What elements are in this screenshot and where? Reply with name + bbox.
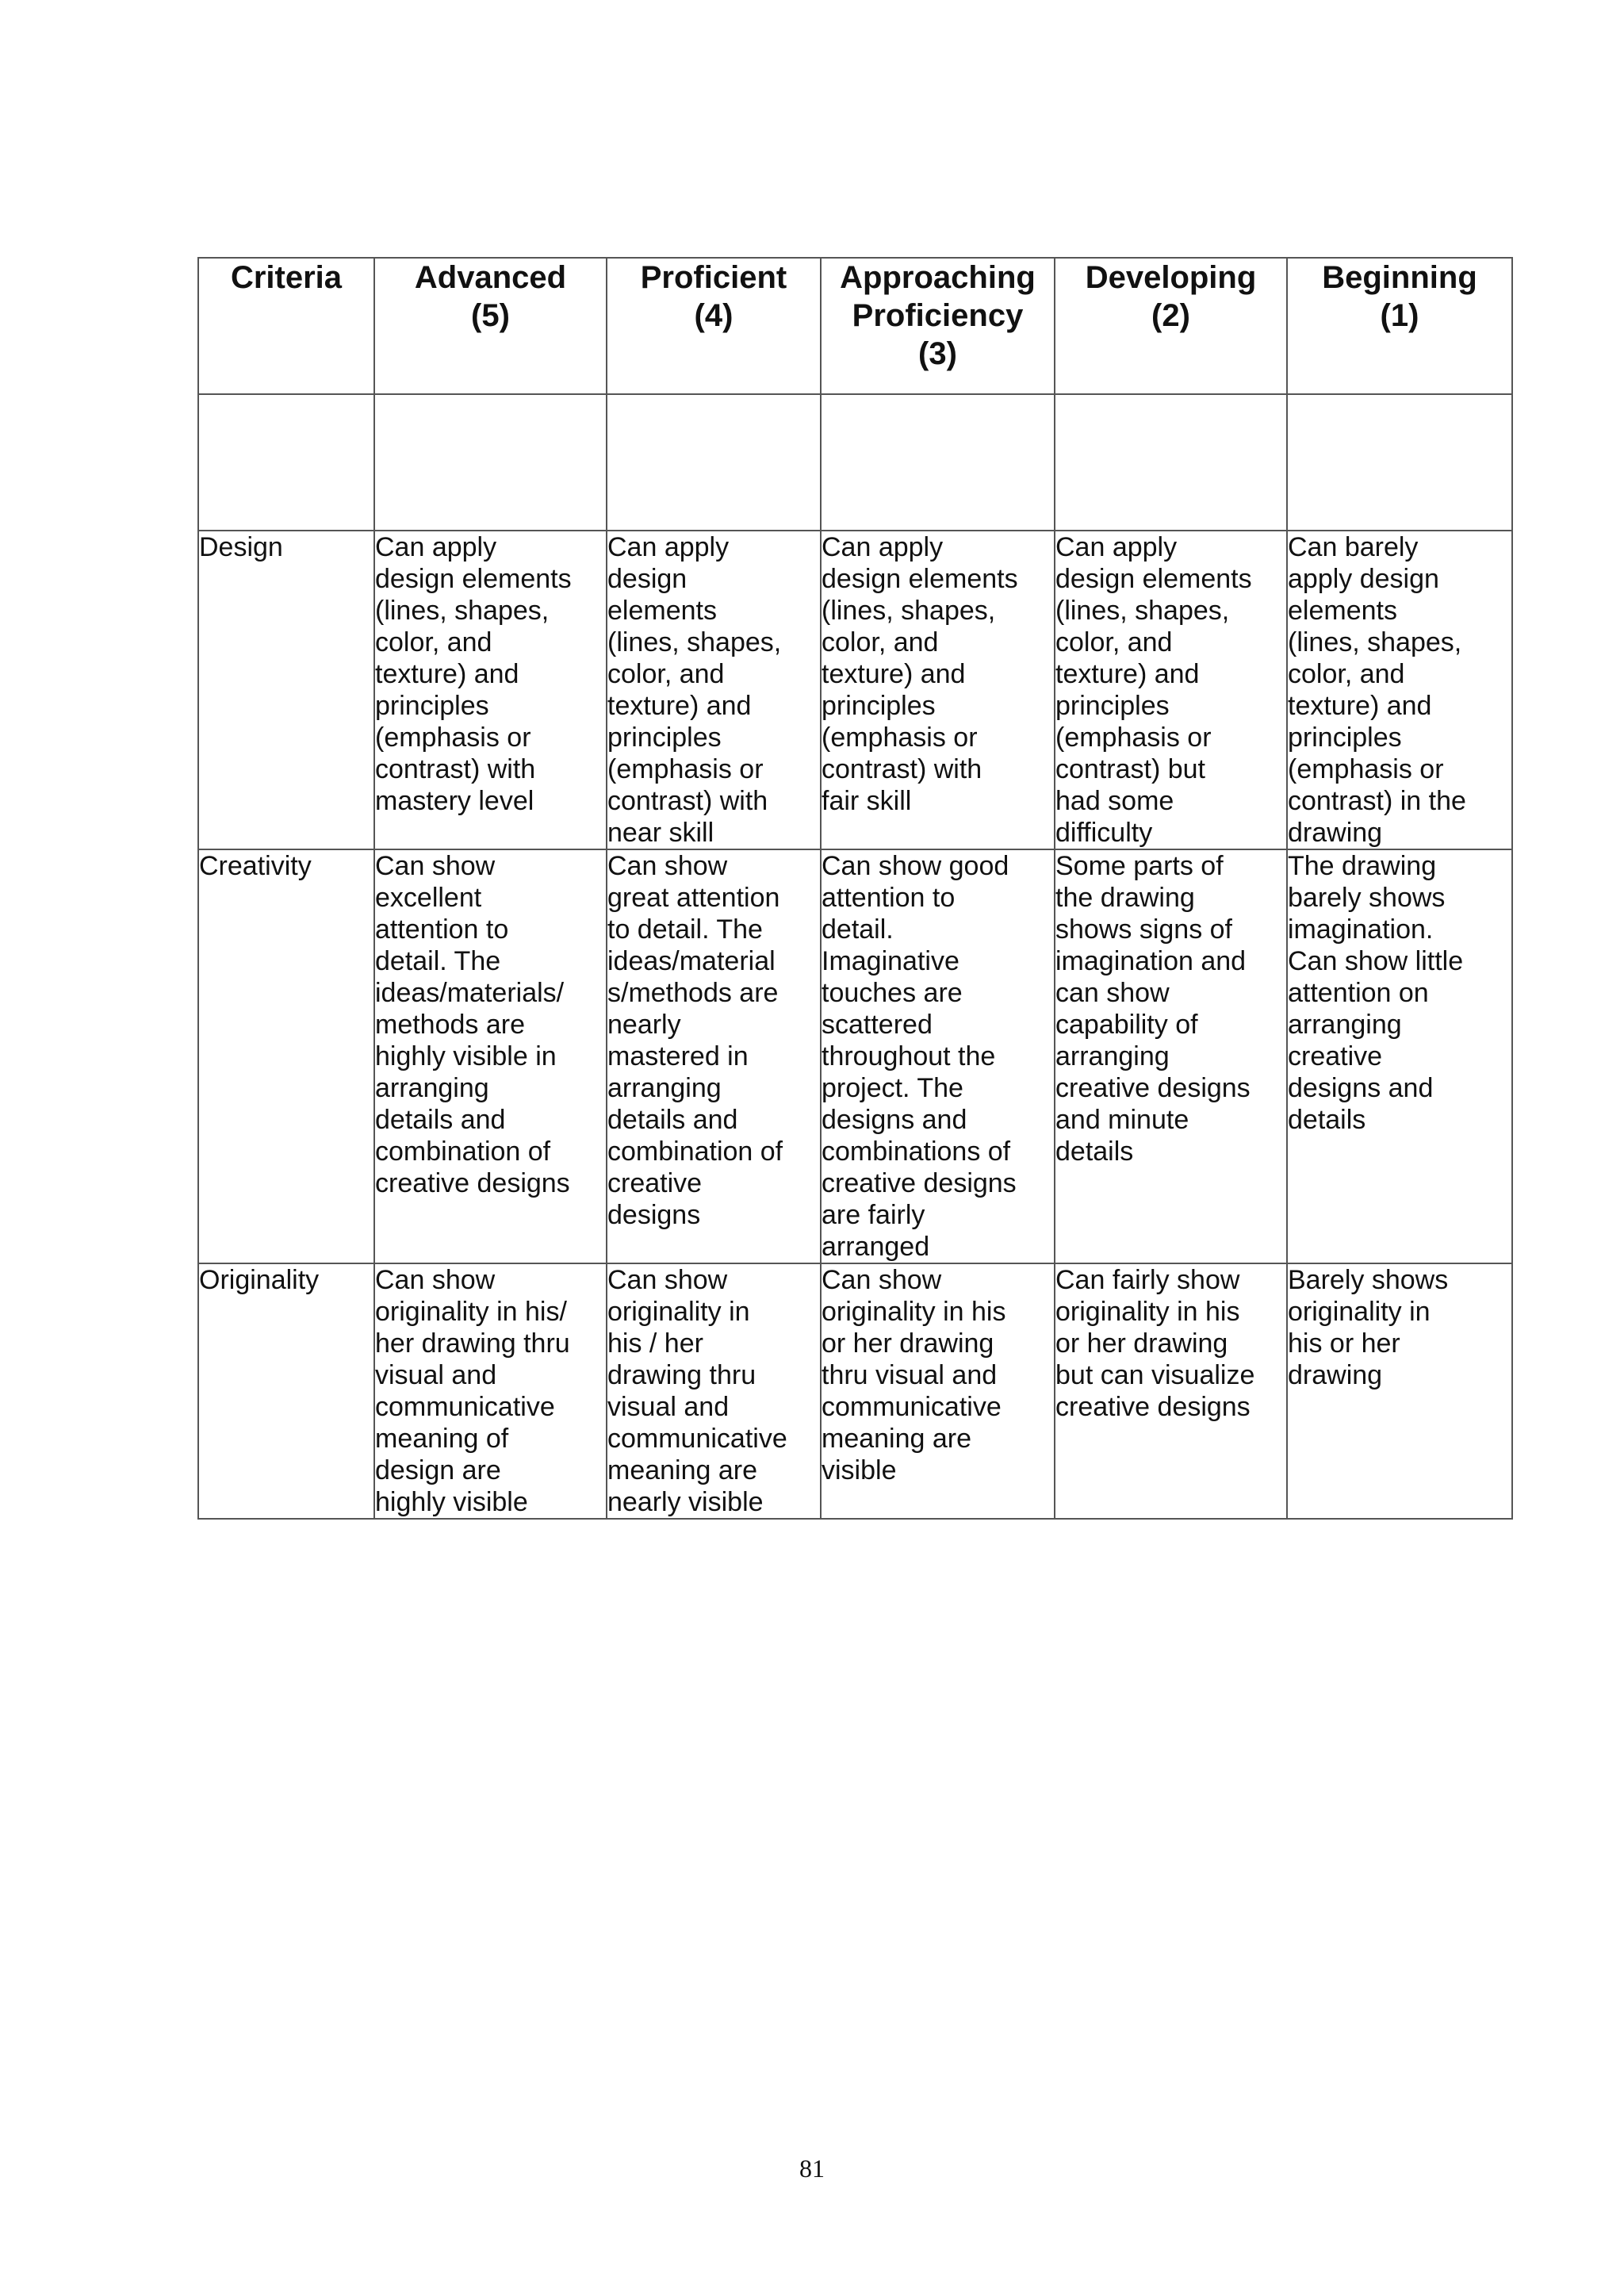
blank-cell [374, 394, 607, 531]
cell-line: great attention [607, 883, 780, 913]
cell-line: The drawing [1288, 851, 1437, 881]
cell-line: originality in [607, 1297, 750, 1327]
cell-line: methods are [375, 1010, 525, 1040]
header-row [198, 258, 1512, 394]
cell-line: drawing thru [607, 1360, 756, 1390]
cell-line: design elements [822, 564, 1018, 594]
criteria-row-originality [198, 1263, 1512, 1519]
cell-line: his or her [1288, 1328, 1400, 1359]
rubric-cell-beginning [1287, 1263, 1512, 1519]
cell-line: texture) and [822, 659, 966, 689]
cell-line: principles [375, 691, 489, 721]
cell-line: communicative [607, 1424, 787, 1454]
rubric-cell-approaching [821, 1263, 1055, 1519]
cell-line: (emphasis or [822, 723, 978, 753]
rubric-cell-developing [1055, 531, 1287, 849]
cell-line: texture) and [1055, 659, 1200, 689]
cell-line: (lines, shapes, [1288, 627, 1462, 657]
cell-line: apply design [1288, 564, 1439, 594]
cell-line: and minute [1055, 1105, 1189, 1135]
cell-line: to detail. The [607, 914, 763, 945]
rubric-cell-approaching [821, 849, 1055, 1263]
cell-line: near skill [607, 818, 714, 848]
cell-line: arranging [375, 1073, 489, 1103]
cell-line: nearly [607, 1010, 681, 1040]
cell-line: s/methods are [607, 978, 779, 1008]
cell-line: throughout the [822, 1041, 996, 1071]
cell-line: combinations of [822, 1137, 1011, 1167]
cell-line: his / her [607, 1328, 703, 1359]
criterion-label: Originality [198, 1263, 374, 1519]
cell-line: designs [607, 1200, 701, 1230]
header-criteria: Criteria [198, 258, 374, 394]
cell-line: originality in his [822, 1297, 1006, 1327]
cell-line: excellent [375, 883, 482, 913]
cell-line: but can visualize [1055, 1360, 1255, 1390]
cell-line: fair skill [822, 786, 912, 816]
rubric-cell-advanced [374, 1263, 607, 1519]
criterion-label: Creativity [198, 849, 374, 1263]
cell-line: Imaginative [822, 946, 959, 976]
cell-line: mastery level [375, 786, 534, 816]
cell-line: Can show [607, 1265, 728, 1295]
cell-line: (emphasis or [607, 754, 764, 784]
cell-line: Can apply [375, 532, 497, 562]
cell-line: color, and [375, 627, 492, 657]
cell-line: (emphasis or [1288, 754, 1444, 784]
cell-line: principles [822, 691, 936, 721]
cell-line: arranging [607, 1073, 722, 1103]
cell-line: scattered [822, 1010, 933, 1040]
rubric-cell-developing [1055, 1263, 1287, 1519]
cell-line: creative designs [375, 1168, 570, 1198]
cell-line: creative designs [1055, 1392, 1251, 1422]
cell-line: visual and [607, 1392, 730, 1422]
cell-line: texture) and [1288, 691, 1432, 721]
rubric-cell-advanced [374, 531, 607, 849]
cell-line: meaning are [822, 1424, 972, 1454]
cell-line: contrast) but [1055, 754, 1205, 784]
blank-cell [198, 394, 374, 531]
cell-line: details [1055, 1137, 1134, 1167]
cell-line: or her drawing [1055, 1328, 1228, 1359]
cell-line: mastered in [607, 1041, 749, 1071]
cell-line: project. The [822, 1073, 963, 1103]
cell-line: originality in his [1055, 1297, 1240, 1327]
cell-line: Can show [375, 1265, 496, 1295]
cell-line: Can apply [1055, 532, 1178, 562]
cell-line: originality in [1288, 1297, 1431, 1327]
cell-line: originality in his/ [375, 1297, 567, 1327]
cell-line: combination of [607, 1137, 783, 1167]
cell-line: (emphasis or [375, 723, 531, 753]
cell-line: details and [607, 1105, 738, 1135]
cell-line: creative [1288, 1041, 1383, 1071]
cell-line: had some [1055, 786, 1174, 816]
cell-line: combination of [375, 1137, 551, 1167]
cell-line: contrast) with [607, 786, 768, 816]
cell-line: Can apply [607, 532, 730, 562]
cell-line: her drawing thru [375, 1328, 570, 1359]
cell-line: design [607, 564, 688, 594]
cell-line: color, and [1288, 659, 1405, 689]
cell-line: imagination and [1055, 946, 1247, 976]
header-developing: Developing (2) [1055, 258, 1287, 394]
criteria-row-design [198, 531, 1512, 849]
cell-line: creative designs [822, 1168, 1017, 1198]
cell-line: drawing [1288, 1360, 1383, 1390]
cell-line: Can show [375, 851, 496, 881]
cell-line: design elements [375, 564, 572, 594]
cell-line: attention to [375, 914, 509, 945]
cell-line: arranging [1055, 1041, 1170, 1071]
cell-line: elements [1288, 596, 1397, 626]
cell-line: can show [1055, 978, 1170, 1008]
rubric-cell-advanced [374, 849, 607, 1263]
cell-line: contrast) with [822, 754, 982, 784]
cell-line: color, and [822, 627, 939, 657]
cell-line: Can show [822, 1265, 942, 1295]
cell-line: design elements [1055, 564, 1252, 594]
rubric-cell-proficient [607, 1263, 821, 1519]
cell-line: or her drawing [822, 1328, 994, 1359]
cell-line: Some parts of [1055, 851, 1224, 881]
cell-line: color, and [1055, 627, 1173, 657]
criteria-row-creativity [198, 849, 1512, 1263]
cell-line: thru visual and [822, 1360, 998, 1390]
cell-line: highly visible in [375, 1041, 557, 1071]
cell-line: imagination. [1288, 914, 1434, 945]
cell-line: Can apply [822, 532, 944, 562]
cell-line: designs and [822, 1105, 967, 1135]
cell-line: difficulty [1055, 818, 1153, 848]
cell-line: (lines, shapes, [607, 627, 782, 657]
cell-line: meaning are [607, 1455, 758, 1485]
rubric-table [197, 257, 1513, 1520]
header-beginning: Beginning (1) [1287, 258, 1512, 394]
cell-line: highly visible [375, 1487, 528, 1517]
cell-line: color, and [607, 659, 725, 689]
cell-line: contrast) with [375, 754, 536, 784]
cell-line: barely shows [1288, 883, 1446, 913]
cell-line: principles [1288, 723, 1402, 753]
cell-line: are fairly [822, 1200, 925, 1230]
blank-cell [1055, 394, 1287, 531]
page-number: 81 [799, 2154, 825, 2183]
cell-line: arranging [1288, 1010, 1402, 1040]
cell-line: nearly visible [607, 1487, 764, 1517]
rubric-cell-beginning [1287, 531, 1512, 849]
cell-line: texture) and [375, 659, 519, 689]
cell-line: Barely shows [1288, 1265, 1449, 1295]
rubric-cell-developing [1055, 849, 1287, 1263]
cell-line: attention to [822, 883, 956, 913]
cell-line: creative [607, 1168, 703, 1198]
cell-line: (lines, shapes, [375, 596, 550, 626]
cell-line: Can show little [1288, 946, 1464, 976]
cell-line: communicative [375, 1392, 555, 1422]
cell-line: ideas/material [607, 946, 776, 976]
cell-line: (lines, shapes, [1055, 596, 1230, 626]
header-approaching-proficiency: Approaching Proficiency (3) [821, 258, 1055, 394]
cell-line: attention on [1288, 978, 1429, 1008]
cell-line: Can show good [822, 851, 1009, 881]
cell-line: Can fairly show [1055, 1265, 1240, 1295]
cell-line: the drawing [1055, 883, 1195, 913]
blank-cell [607, 394, 821, 531]
cell-line: ideas/materials/ [375, 978, 565, 1008]
cell-line: design are [375, 1455, 501, 1485]
blank-cell [1287, 394, 1512, 531]
cell-line: designs and [1288, 1073, 1434, 1103]
rubric-cell-approaching [821, 531, 1055, 849]
cell-line: detail. [822, 914, 894, 945]
cell-line: texture) and [607, 691, 752, 721]
cell-line: details [1288, 1105, 1366, 1135]
cell-line: shows signs of [1055, 914, 1232, 945]
cell-line: visual and [375, 1360, 497, 1390]
cell-line: Can barely [1288, 532, 1419, 562]
header-advanced: Advanced (5) [374, 258, 607, 394]
cell-line: meaning of [375, 1424, 509, 1454]
cell-line: principles [1055, 691, 1170, 721]
cell-line: elements [607, 596, 717, 626]
cell-line: drawing [1288, 818, 1383, 848]
cell-line: visible [822, 1455, 897, 1485]
cell-line: (emphasis or [1055, 723, 1212, 753]
cell-line: touches are [822, 978, 963, 1008]
rubric-cell-proficient [607, 531, 821, 849]
cell-line: capability of [1055, 1010, 1198, 1040]
cell-line: details and [375, 1105, 506, 1135]
blank-row [198, 394, 1512, 531]
header-proficient: Proficient (4) [607, 258, 821, 394]
cell-line: principles [607, 723, 722, 753]
cell-line: arranged [822, 1232, 930, 1262]
cell-line: (lines, shapes, [822, 596, 996, 626]
cell-line: detail. The [375, 946, 501, 976]
blank-cell [821, 394, 1055, 531]
rubric-cell-proficient [607, 849, 821, 1263]
cell-line: communicative [822, 1392, 1002, 1422]
rubric-cell-beginning [1287, 849, 1512, 1263]
cell-line: contrast) in the [1288, 786, 1466, 816]
cell-line: Can show [607, 851, 728, 881]
cell-line: creative designs [1055, 1073, 1251, 1103]
criterion-label: Design [198, 531, 374, 849]
